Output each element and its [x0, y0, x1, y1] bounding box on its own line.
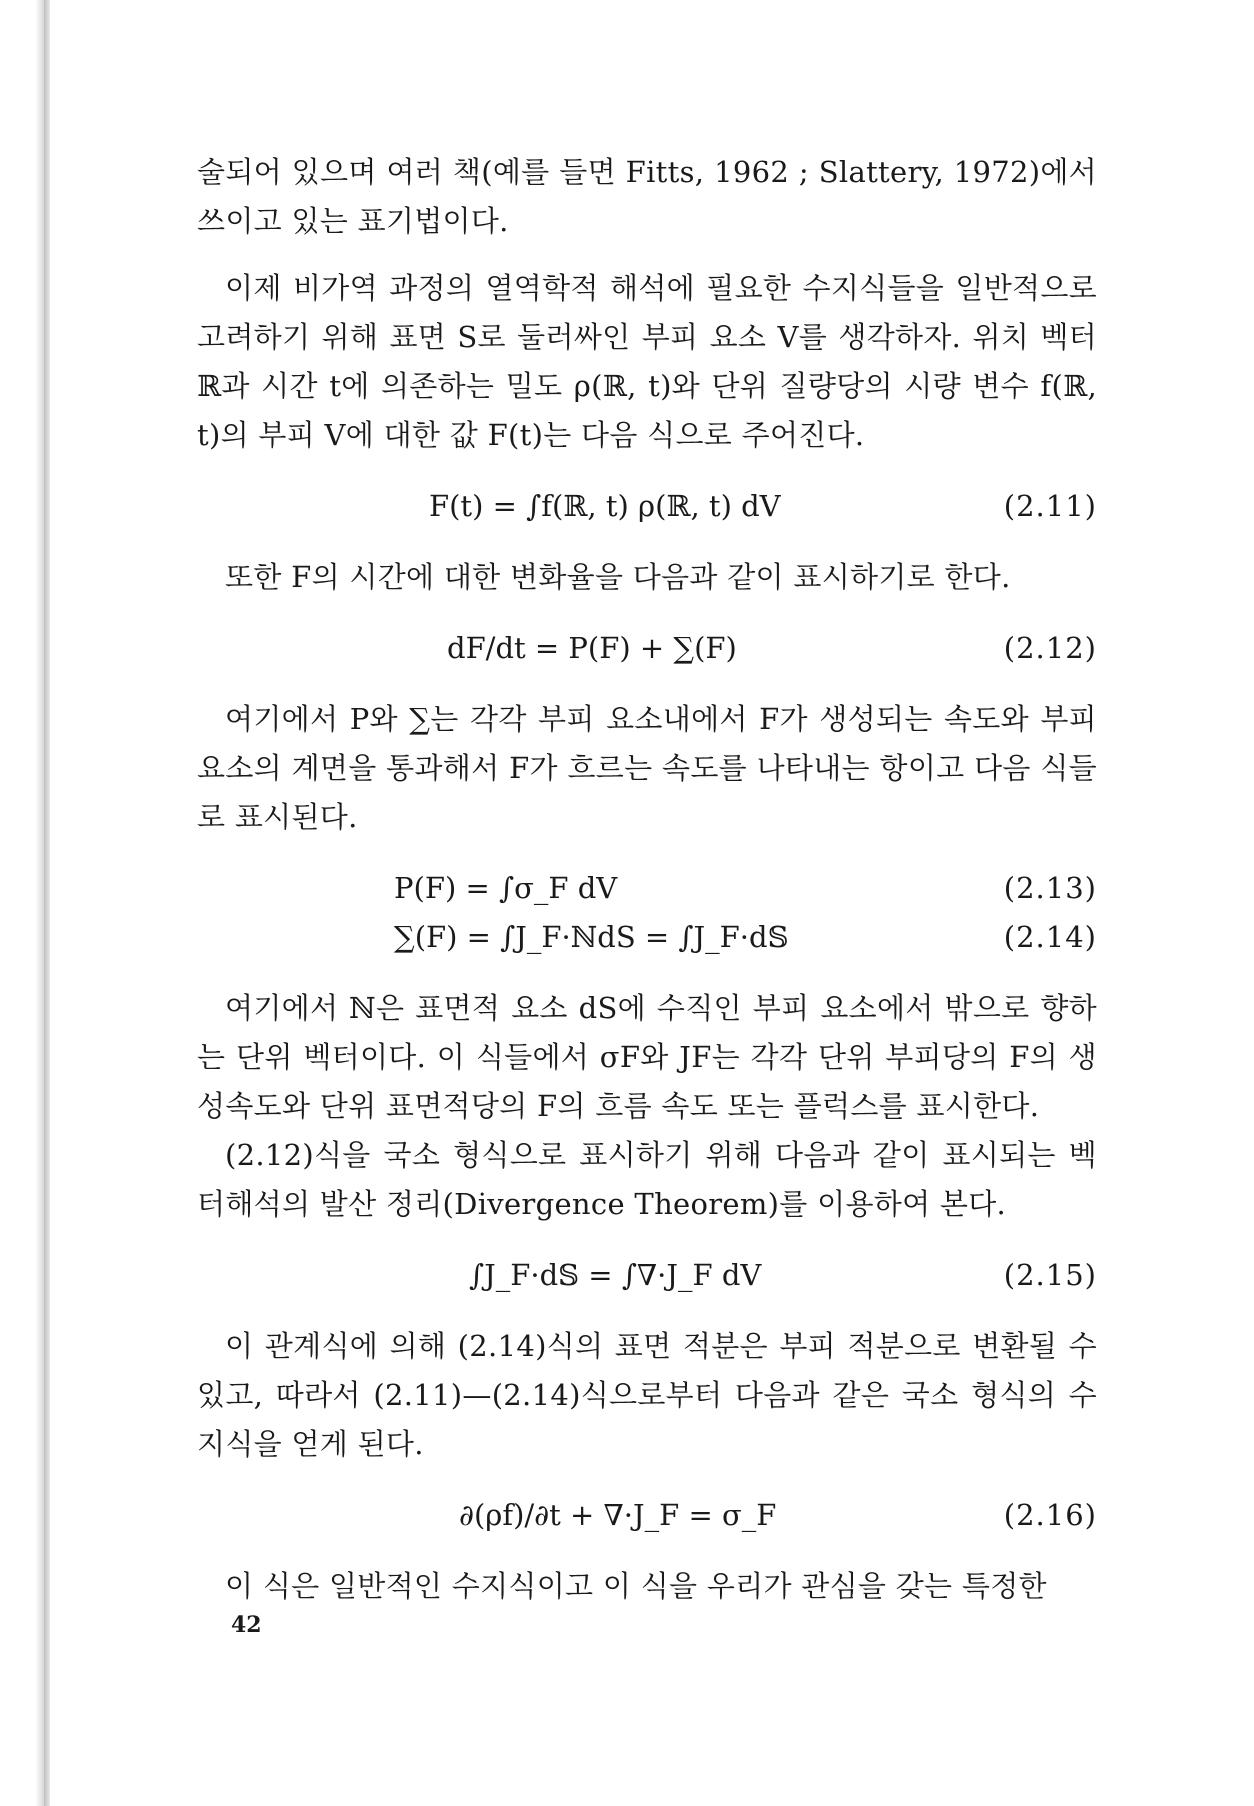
- equation-2-15: [197, 1251, 1097, 1300]
- equation-2-13-body: P(F) = ∫σ_F dV: [394, 871, 618, 905]
- equation-2-12: [197, 624, 1097, 673]
- equation-2-11-number: (2.11): [1003, 489, 1097, 523]
- paragraph-3: 또한 F의 시간에 대한 변화율을 다음과 같이 표시하기로 한다.: [225, 560, 1011, 594]
- equation-2-14-number: (2.14): [1003, 920, 1097, 954]
- equation-2-13: [197, 864, 1097, 913]
- equation-2-11: [197, 482, 1097, 531]
- page-number: 42: [231, 1612, 262, 1638]
- equation-2-11-body: F(t) = ∫f(ℝ, t) ρ(ℝ, t) dV: [429, 489, 781, 523]
- paragraph-6: (2.12)식을 국소 형식으로 표시하기 위해 다음과 같이 표시되는 벡터해석의 발산 정리(Divergence Theorem)를 이용하여 본다.: [197, 1138, 1097, 1221]
- page-spine-shadow: [0, 0, 44, 1806]
- equation-2-15-number: (2.15): [1003, 1258, 1097, 1292]
- equation-2-16-body: ∂(ρf)/∂t + ∇·J_F = σ_F: [459, 1498, 777, 1532]
- equation-2-15-body: ∫J_F·d𝕊 = ∫∇·J_F dV: [469, 1258, 762, 1292]
- equation-2-16-number: (2.16): [1003, 1498, 1097, 1532]
- page-spine: [44, 0, 50, 1806]
- paragraph-4: 여기에서 P와 ∑는 각각 부피 요소내에서 F가 생성되는 속도와 부피 요소의 계면을 통과해서 F가 흐르는 속도를 나타내는 항이고 다음 식들로 표시된다.: [197, 702, 1097, 834]
- equation-2-12-body: dF/dt = P(F) + ∑(F): [447, 631, 737, 665]
- paragraph-7: 이 관계식에 의해 (2.14)식의 표면 적분은 부피 적분으로 변환될 수 있고, 따라서 (2.11)—(2.14)식으로부터 다음과 같은 국소 형식의 수지식을 얻게 된다.: [197, 1329, 1097, 1461]
- paragraph-8: 이 식은 일반적인 수지식이고 이 식을 우리가 관심을 갖는 특정한: [225, 1569, 1047, 1603]
- equation-2-16: [197, 1491, 1097, 1540]
- equation-2-13-number: (2.13): [1003, 871, 1097, 905]
- equation-2-14: [197, 913, 1097, 962]
- paragraph-2: 이제 비가역 과정의 열역학적 해석에 필요한 수지식들을 일반적으로 고려하기 위해 표면 S로 둘러싸인 부피 요소 V를 생각하자. 위치 벡터 ℝ과 시간 t에 의존하는 밀도 ρ(ℝ, t)와 단위 질량당의 시량 변수 f(ℝ, t)의 부피 V에 대한 값 F(t)는 다음 식으로 주어진다.: [197, 271, 1097, 452]
- equation-2-12-number: (2.12): [1003, 631, 1097, 665]
- page-body: [197, 148, 1097, 1611]
- equation-2-14-body: ∑(F) = ∫J_F·ℕdS = ∫J_F·d𝕊: [394, 920, 789, 954]
- paragraph-1: 술되어 있으며 여러 책(예를 들면 Fitts, 1962 ; Slattery, 1972)에서 쓰이고 있는 표기법이다.: [197, 155, 1097, 238]
- paragraph-5: 여기에서 ℕ은 표면적 요소 dS에 수직인 부피 요소에서 밖으로 향하는 단위 벡터이다. 이 식들에서 σF와 JF는 각각 단위 부피당의 F의 생성속도와 단위 표면적당의 F의 흐름 속도 또는 플럭스를 표시한다.: [197, 991, 1097, 1123]
